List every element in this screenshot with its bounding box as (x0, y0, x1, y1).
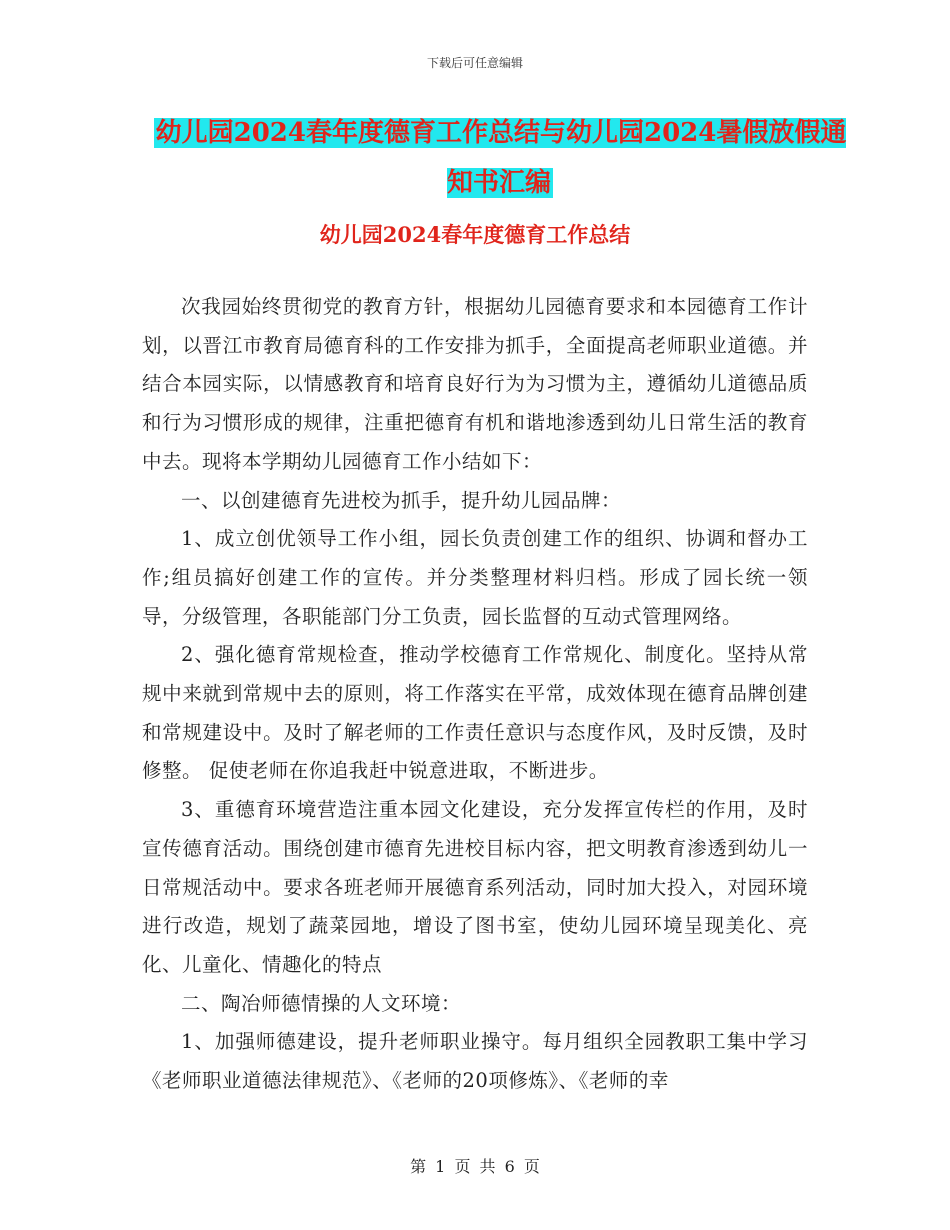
paragraph: 次我园始终贯彻党的教育方针，根据幼儿园德育要求和本园德育工作计划，以晋江市教育局德育科的工作安排为抓手，全面提高老师职业道德。并结合本园实际，以情感教育和培育良好行为为习惯为主，遵循幼儿道德品质和行为习惯形成的规律，注重把德育有机和谐地渗透到幼儿日常生活的教育中去。现将本学期幼儿园德育工作小结如下： (142, 295, 808, 473)
body-text (142, 288, 808, 1101)
paragraph: 一、以创建德育先进校为抓手，提升幼儿园品牌： (181, 488, 622, 512)
paragraph: 1、成立创优领导工作小组，园长负责创建工作的组织、协调和督办工作;组员搞好创建工作的宣传。并分类整理材料归档。形成了园长统一领导，分级管理，各职能部门分工负责，园长监督的互动式管理网络。 (142, 527, 808, 628)
header-note: 下载后可任意编辑 (426, 56, 523, 70)
document-title (150, 108, 850, 208)
paragraph: 1、加强师德建设，提升老师职业操守。每月组织全园教职工集中学习《老师职业道德法律规范》、《老师的20项修炼》、《老师的幸 (142, 1030, 808, 1093)
paragraph: 二、陶冶师德情操的人文环境： (181, 991, 462, 1015)
page-footer: 第 1 页 共 6 页 (410, 1157, 540, 1176)
paragraph: 2、强化德育常规检查，推动学校德育工作常规化、制度化。坚持从常规中来就到常规中去的原则，将工作落实在平常，成效体现在德育品牌创建和常规建设中。及时了解老师的工作责任意识与态度作风，及时反馈，及时修整。 促使老师在你追我赶中锐意进取，不断进步。 (142, 643, 808, 783)
section-title: 幼儿园2024春年度德育工作总结 (319, 222, 631, 247)
title-highlight: 幼儿园2024春年度德育工作总结与幼儿园2024暑假放假通知书汇编 (155, 118, 847, 198)
paragraph: 3、重德育环境营造注重本园文化建设，充分发挥宣传栏的作用，及时宣传德育活动。围绕创建市德育先进校目标内容，把文明教育渗透到幼儿一日常规活动中。要求各班老师开展德育系列活动，同时加大投入，对园环境进行改造，规划了蔬菜园地，增设了图书室，使幼儿园环境呈现美化、亮化、儿童化、情趣化的特点 (142, 798, 808, 976)
